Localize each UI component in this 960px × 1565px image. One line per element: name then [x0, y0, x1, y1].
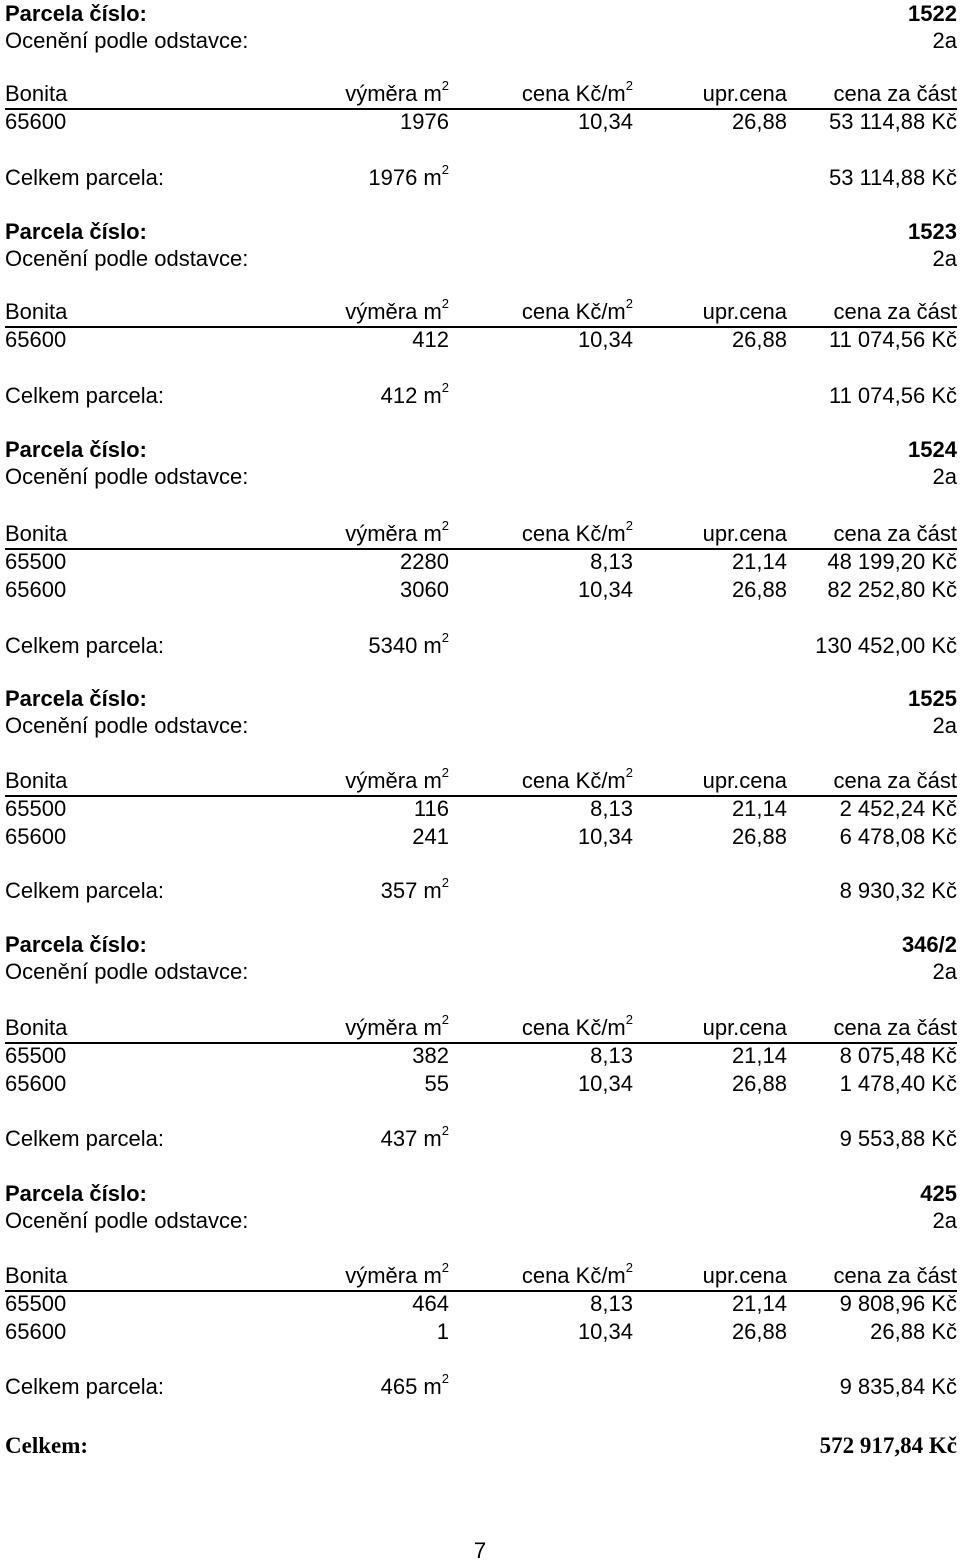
parcel-sum-row	[5, 161, 957, 192]
parcel-sum-label: Celkem parcela:	[5, 383, 164, 408]
paragraph-row	[5, 463, 957, 491]
parcel-sum-total: 9 835,84 Kč	[839, 1374, 957, 1399]
price-cell: 8,13	[590, 796, 633, 821]
parcel-number-value: 1525	[908, 686, 957, 711]
area-cell: 1	[436, 1319, 449, 1344]
parcel-number-value: 1523	[908, 219, 957, 244]
bonita-cell: 65500	[5, 1043, 67, 1068]
total-cell: 53 114,88 Kč	[828, 109, 957, 134]
bonita-cell: 65600	[5, 327, 67, 352]
table-row	[5, 1290, 957, 1318]
paragraph-label: Ocenění podle odstavce:	[5, 28, 249, 53]
paragraph-value: 2a	[932, 713, 957, 738]
total-cell: 1 478,40 Kč	[839, 1071, 957, 1096]
upr-cell: 21,14	[731, 796, 787, 821]
table-row	[5, 1042, 957, 1070]
area-cell: 382	[412, 1043, 449, 1068]
upr-cell: 26,88	[731, 1319, 787, 1344]
table-row	[5, 1070, 957, 1098]
area-cell: 3060	[400, 577, 449, 602]
parcel-sum-area: 437 $m^2$	[380, 1122, 449, 1151]
bonita-cell: 65500	[5, 549, 67, 574]
col-price: cena $Kč/m^2$	[521, 295, 633, 324]
parcel-sum-area: 465 $m^2$	[380, 1370, 449, 1399]
col-area: výměra $m^2$	[345, 77, 449, 106]
bonita-cell: 65600	[5, 109, 67, 134]
bonita-cell: 65600	[5, 1319, 67, 1344]
parcel-sum-row	[5, 629, 957, 660]
upr-cell: 26,88	[731, 109, 787, 134]
col-bonita: Bonita	[5, 1015, 68, 1040]
grand-total-value: 572 917,84 Kč	[819, 1433, 957, 1458]
paragraph-row	[5, 958, 957, 986]
table-header	[5, 295, 957, 328]
parcel-sum-total: 8 930,32 Kč	[839, 878, 957, 903]
paragraph-label: Ocenění podle odstavce:	[5, 1208, 249, 1233]
parcel-number-value: 1522	[908, 1, 957, 26]
bonita-cell: 65500	[5, 796, 67, 821]
col-price: cena $Kč/m^2$	[521, 1011, 633, 1040]
price-cell: 8,13	[590, 549, 633, 574]
table-row	[5, 108, 957, 136]
price-cell: 8,13	[590, 1291, 633, 1316]
parcel-number-row	[5, 1180, 957, 1208]
parcel-sum-row	[5, 379, 957, 410]
parcel-sum-label: Celkem parcela:	[5, 1126, 164, 1151]
parcel-number-row	[5, 436, 957, 464]
col-total: cena za část	[833, 1015, 957, 1040]
col-area: výměra $m^2$	[345, 517, 449, 546]
table-header	[5, 77, 957, 110]
area-cell: 55	[424, 1071, 449, 1096]
parcel-sum-total: 53 114,88 Kč	[828, 165, 957, 190]
col-total: cena za část	[833, 521, 957, 546]
col-upr: upr.cena	[702, 299, 787, 324]
area-cell: 2280	[400, 549, 449, 574]
parcel-sum-row	[5, 1122, 957, 1153]
parcel-sum-row	[5, 1370, 957, 1401]
table-header	[5, 517, 957, 550]
col-area: výměra $m^2$	[345, 1259, 449, 1288]
parcel-sum-row	[5, 874, 957, 905]
col-upr: upr.cena	[702, 1263, 787, 1288]
col-area: výměra $m^2$	[345, 1011, 449, 1040]
total-cell: 26,88 Kč	[870, 1319, 957, 1344]
table-row	[5, 576, 957, 604]
parcel-number-label: Parcela číslo:	[5, 932, 147, 957]
upr-cell: 26,88	[731, 1071, 787, 1096]
area-cell: 241	[412, 824, 449, 849]
bonita-cell: 65600	[5, 824, 67, 849]
price-cell: 10,34	[577, 109, 633, 134]
table-row	[5, 548, 957, 576]
upr-cell: 26,88	[731, 824, 787, 849]
parcel-number-label: Parcela číslo:	[5, 437, 147, 462]
table-header	[5, 1259, 957, 1292]
parcel-number-row	[5, 685, 957, 713]
paragraph-row	[5, 245, 957, 273]
col-price: cena $Kč/m^2$	[521, 517, 633, 546]
paragraph-row	[5, 1207, 957, 1235]
price-cell: 10,34	[577, 1319, 633, 1344]
price-cell: 8,13	[590, 1043, 633, 1068]
price-cell: 10,34	[577, 327, 633, 352]
parcel-number-value: 346/2	[901, 932, 957, 957]
parcel-sum-area: 1976 $m^2$	[368, 161, 449, 190]
col-price: cena $Kč/m^2$	[521, 764, 633, 793]
bonita-cell: 65500	[5, 1291, 67, 1316]
parcel-number-value: 425	[920, 1181, 957, 1206]
col-bonita: Bonita	[5, 521, 68, 546]
col-price: cena $Kč/m^2$	[521, 77, 633, 106]
upr-cell: 21,14	[731, 549, 787, 574]
col-area: výměra $m^2$	[345, 295, 449, 324]
parcel-sum-area: 412 $m^2$	[380, 379, 449, 408]
total-cell: 48 199,20 Kč	[827, 549, 957, 574]
parcel-number-label: Parcela číslo:	[5, 1181, 147, 1206]
parcel-number-row	[5, 931, 957, 959]
parcel-number-row	[5, 0, 957, 28]
paragraph-label: Ocenění podle odstavce:	[5, 959, 249, 984]
total-cell: 82 252,80 Kč	[827, 577, 957, 602]
upr-cell: 26,88	[731, 327, 787, 352]
col-total: cena za část	[833, 81, 957, 106]
table-header	[5, 764, 957, 797]
total-cell: 2 452,24 Kč	[839, 796, 957, 821]
table-row	[5, 795, 957, 823]
parcel-number-label: Parcela číslo:	[5, 1, 147, 26]
paragraph-value: 2a	[932, 464, 957, 489]
parcel-sum-label: Celkem parcela:	[5, 633, 164, 658]
paragraph-value: 2a	[932, 28, 957, 53]
price-cell: 10,34	[577, 1071, 633, 1096]
paragraph-row	[5, 712, 957, 740]
parcel-sum-total: 130 452,00 Kč	[815, 633, 957, 658]
table-row	[5, 823, 957, 851]
col-bonita: Bonita	[5, 299, 68, 324]
col-upr: upr.cena	[702, 1015, 787, 1040]
parcel-sum-label: Celkem parcela:	[5, 165, 164, 190]
table-header	[5, 1011, 957, 1044]
col-upr: upr.cena	[702, 81, 787, 106]
col-price: cena $Kč/m^2$	[521, 1259, 633, 1288]
area-cell: 116	[413, 796, 449, 821]
parcel-number-value: 1524	[908, 437, 957, 462]
paragraph-value: 2a	[932, 246, 957, 271]
col-total: cena za část	[833, 768, 957, 793]
paragraph-value: 2a	[932, 959, 957, 984]
bonita-cell: 65600	[5, 1071, 67, 1096]
col-upr: upr.cena	[702, 521, 787, 546]
parcel-sum-label: Celkem parcela:	[5, 1374, 164, 1399]
paragraph-label: Ocenění podle odstavce:	[5, 713, 249, 738]
parcel-sum-total: 11 074,56 Kč	[828, 383, 957, 408]
paragraph-row	[5, 27, 957, 55]
col-total: cena za část	[833, 299, 957, 324]
price-cell: 10,34	[577, 577, 633, 602]
paragraph-label: Ocenění podle odstavce:	[5, 464, 249, 489]
area-cell: 1976	[400, 109, 449, 134]
total-cell: 11 074,56 Kč	[828, 327, 957, 352]
paragraph-value: 2a	[932, 1208, 957, 1233]
total-cell: 9 808,96 Kč	[839, 1291, 957, 1316]
parcel-sum-area: 357 $m^2$	[380, 874, 449, 903]
parcel-sum-total: 9 553,88 Kč	[839, 1126, 957, 1151]
table-row	[5, 1318, 957, 1346]
col-area: výměra $m^2$	[345, 764, 449, 793]
area-cell: 412	[412, 327, 449, 352]
parcel-sum-label: Celkem parcela:	[5, 878, 164, 903]
upr-cell: 21,14	[731, 1043, 787, 1068]
upr-cell: 21,14	[731, 1291, 787, 1316]
paragraph-label: Ocenění podle odstavce:	[5, 246, 249, 271]
total-cell: 6 478,08 Kč	[839, 824, 957, 849]
col-upr: upr.cena	[702, 768, 787, 793]
grand-total-label: Celkem:	[5, 1433, 89, 1458]
table-row	[5, 326, 957, 354]
col-bonita: Bonita	[5, 81, 68, 106]
upr-cell: 26,88	[731, 577, 787, 602]
grand-total-row	[5, 1430, 957, 1462]
price-cell: 10,34	[577, 824, 633, 849]
parcel-sum-area: 5340 $m^2$	[368, 629, 449, 658]
parcel-number-label: Parcela číslo:	[5, 686, 147, 711]
bonita-cell: 65600	[5, 577, 67, 602]
col-total: cena za část	[833, 1263, 957, 1288]
page-number: 7	[473, 1538, 487, 1563]
total-cell: 8 075,48 Kč	[839, 1043, 957, 1068]
parcel-number-row	[5, 218, 957, 246]
col-bonita: Bonita	[5, 1263, 68, 1288]
parcel-number-label: Parcela číslo:	[5, 219, 147, 244]
area-cell: 464	[412, 1291, 449, 1316]
col-bonita: Bonita	[5, 768, 68, 793]
